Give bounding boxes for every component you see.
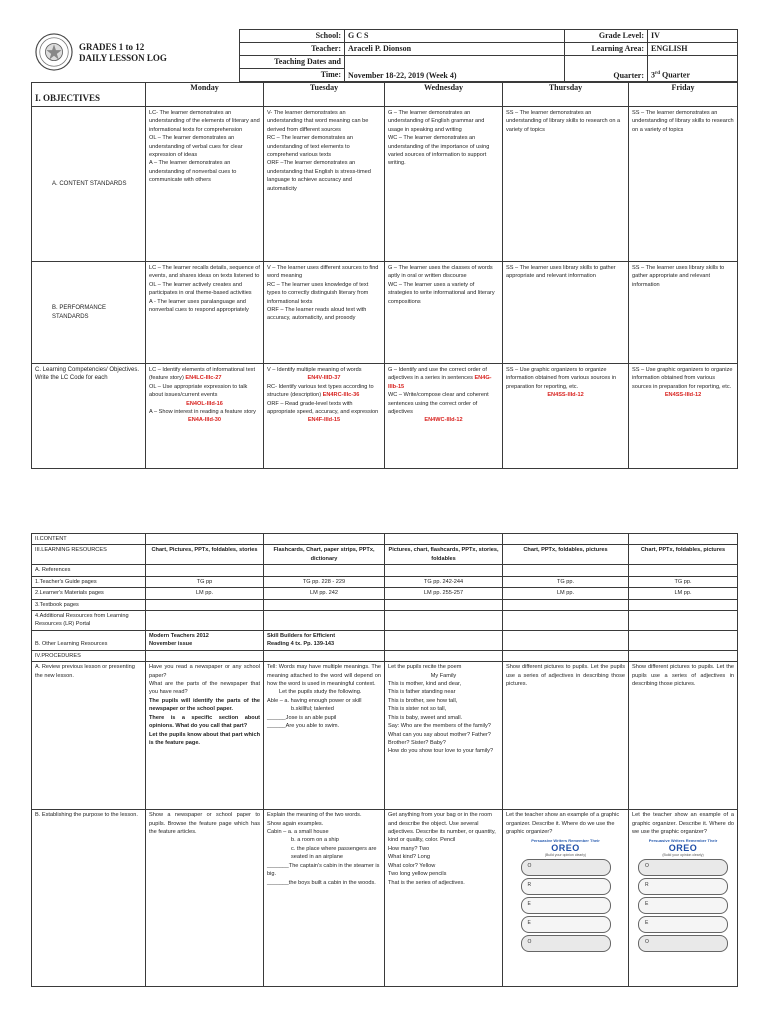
- other-resources-monday: Modern Teachers 2012 November issue: [146, 631, 264, 651]
- lm-wednesday: LM pp. 255-257: [385, 588, 503, 599]
- quarter-value: 3rd Quarter: [648, 56, 738, 82]
- oreo-layer: E: [638, 916, 728, 933]
- performance-standards-tuesday: V – The learner uses different sources to find word meaning RC – The learner uses knowledge of text types to correctly distinguish literary from informational texts ORF – The learner reads aloud text with accuracy, automaticity, and prosody: [264, 262, 385, 364]
- performance-standards-friday: SS – The learner uses library skills to gather appropriate and relevant information: [629, 262, 738, 364]
- grade-level-value: IV: [648, 30, 738, 43]
- competencies-wednesday: G – Identify and use the correct order of adjectives in a series in sentences EN4G-IIIb-15 WC – Write/compose clear and coherent sentences using the correct order of adjectives EN4WC-IIId-12: [385, 364, 503, 469]
- additional-resources-label: 4.Additional Resources from Learning Resources (LR) Portal: [32, 611, 146, 631]
- teachers-guide-label: 1.Teacher's Guide pages: [32, 576, 146, 587]
- time-label: Time:: [240, 69, 345, 82]
- lm-tuesday: LM pp. 242: [264, 588, 385, 599]
- learning-area-label: Learning Area:: [565, 43, 648, 56]
- learning-resources-label: III.LEARNING RESOURCES: [32, 545, 146, 565]
- day-wednesday: Wednesday: [385, 83, 503, 107]
- learners-materials-label: 2.Learner's Materials pages: [32, 588, 146, 599]
- tg-thursday: TG pp.: [503, 576, 629, 587]
- competencies-monday: LC – Identify elements of informational text (feature story) EN4LC-IIIc-27 OL – Use appropriate expression to talk about issues/current events EN4OL-IIId-16 A – Show interest in reading a feature story EN4A-IIId-30: [146, 364, 264, 469]
- references-label: A. References: [32, 565, 146, 576]
- oreo-graphic-organizer: [636, 838, 730, 952]
- learning-area-value: ENGLISH: [648, 43, 738, 56]
- resources-friday: Chart, PPTx, foldables, pictures: [629, 545, 738, 565]
- tg-friday: TG pp.: [629, 576, 738, 587]
- oreo-logo: OREO: [551, 843, 580, 854]
- other-resources-label: B. Other Learning Resources: [32, 631, 146, 651]
- oreo-subtitle: (Build your opinion clearly): [544, 853, 587, 858]
- oreo-title: Persuasive Writers Remember Their: [648, 838, 718, 844]
- procedures-label: IV.PROCEDURES: [32, 650, 146, 661]
- objectives-table: [31, 82, 738, 469]
- school-label: School:: [240, 30, 345, 43]
- other-resources-tuesday: Skill Builders for Efficient Reading 4 tx. Pp. 139-143: [264, 631, 385, 651]
- oreo-layer: O: [638, 935, 728, 952]
- purpose-monday: Show a newspaper or school paper to pupils. Browse the feature page which has the feature articles.: [146, 810, 264, 987]
- teaching-dates-value: November 18-22, 2019 (Week 4): [345, 56, 565, 82]
- tg-tuesday: TG pp. 228 - 229: [264, 576, 385, 587]
- content-standards-label: A. CONTENT STANDARDS: [32, 107, 146, 262]
- day-monday: Monday: [146, 83, 264, 107]
- purpose-wednesday: Get anything from your bag or in the room and describe the object. Use several adjectives. Describe its number, or quantity, kind or quality, color. Pencil How many? Two What kind? Long What color? Yellow Two long yellow pencils That is the series of adjectives.: [385, 810, 503, 987]
- oreo-layer: E: [521, 897, 611, 914]
- competencies-friday: SS – Use graphic organizers to organize information obtained from various sources in preparation for reporting, etc. EN4SS-IIId-12: [629, 364, 738, 469]
- purpose-friday: Let the teacher show an example of a graphic organizer. Describe it. Where do we use the graphic organizer? Persuasive Writers Remember Their OREO (Build your opinion clearly) O R E E O: [629, 810, 738, 987]
- review-label: A. Review previous lesson or presenting the new lesson.: [32, 662, 146, 810]
- oreo-layer: O: [638, 859, 728, 876]
- content-standards-wednesday: G – The learner demonstrates an understanding of English grammar and usage in speaking and writing WC – The learner demonstrates an understanding of the importance of using varied sources of information to support writing.: [385, 107, 503, 262]
- review-thursday: Show different pictures to pupils. Let the pupils use a series of adjectives in describing those pictures.: [503, 662, 629, 810]
- lc-code: EN4F-IIId-15: [307, 417, 341, 424]
- resources-tuesday: Flashcards, Chart, paper strips, PPTx, dictionary: [264, 545, 385, 565]
- lc-code: EN4V-IIID-37: [307, 375, 341, 382]
- day-friday: Friday: [629, 83, 738, 107]
- competencies-label: C. Learning Competencies/ Objectives. Write the LC Code for each: [32, 364, 146, 469]
- performance-standards-label: B. PERFORMANCE STANDARDS: [32, 262, 146, 364]
- lc-code: EN4RC-IIIc-36: [322, 392, 360, 399]
- content-standards-tuesday: V- The learner demonstrates an understanding that word meaning can be derived from different sources RC – The learner demonstrates an understanding of text elements to comprehend various texts ORF –The learner demonstrates an understanding that English is stress-timed language to achieve accuracy and automaticity: [264, 107, 385, 262]
- title-block: [79, 42, 167, 64]
- competencies-thursday: SS – Use graphic organizers to organize information obtained from various sources in preparation for reporting, etc. EN4SS-IIId-12: [503, 364, 629, 469]
- review-friday: Show different pictures to pupils. Let the pupils use a series of adjectives in describing those pictures.: [629, 662, 738, 810]
- resources-wednesday: Pictures, chart, flashcards, PPTx, stories, foldables: [385, 545, 503, 565]
- lc-code: EN4WC-IIId-12: [424, 417, 463, 424]
- oreo-subtitle: (Build your opinion clearly): [662, 853, 704, 858]
- competencies-tuesday: V – Identify multiple meaning of words EN4V-IIID-37 RC- Identify various text types according to structure (description) EN4RC-IIIc-36 ORF – Read grade-level texts with appropriate speed, accuracy, and expression EN4F-IIId-15: [264, 364, 385, 469]
- header-info-table: [239, 29, 738, 82]
- procedures-table: [31, 533, 738, 987]
- oreo-layer: E: [521, 916, 611, 933]
- day-tuesday: Tuesday: [264, 83, 385, 107]
- tg-monday: TG pp: [146, 576, 264, 587]
- performance-standards-thursday: SS – The learner uses library skills to gather appropriate and relevant information: [503, 262, 629, 364]
- objectives-heading: I. OBJECTIVES: [32, 83, 146, 107]
- performance-standards-wednesday: G – The learner uses the classes of words aptly in oral or written discourse WC – The learner uses a variety of strategies to write informational and literary compositions: [385, 262, 503, 364]
- lc-code: EN4OL-IIId-16: [186, 400, 223, 407]
- lc-code: EN4LC-IIIc-27: [185, 375, 222, 382]
- grade-level-label: Grade Level:: [565, 30, 648, 43]
- quarter-label: Quarter:: [565, 56, 648, 82]
- review-tuesday: Tell: Words may have multiple meanings. The meaning attached to the word will depend on how the word is used in meaningful context. Let the pupils study the following. Able – a. having enough power or skill b.skillful; talented ______Jose is an able pupil ______Are you able to swim.: [264, 662, 385, 810]
- oreo-layer: R: [638, 878, 728, 895]
- performance-standards-monday: LC – The learner recalls details, sequence of events, and shares ideas on texts listened to OL – The learner actively creates and participates in oral theme-based activities A - The learner uses paralanguage and nonverbal cues to respond appropriately: [146, 262, 264, 364]
- oreo-layer: E: [638, 897, 728, 914]
- oreo-layer: R: [521, 878, 611, 895]
- day-thursday: Thursday: [503, 83, 629, 107]
- lc-code: EN4SS-IIId-12: [547, 392, 584, 399]
- lc-code: EN4G-IIIb-15: [388, 375, 492, 390]
- review-monday: Have you read a newspaper or any school paper? What are the parts of the newspaper that you have read? The pupils will identify the parts of the newspaper or the school paper. There is a specific section about opinions. What do you call that part? Let the pupils know about that part which is the feature page.: [146, 662, 264, 810]
- title-grades: GRADES 1 to 12: [79, 42, 145, 52]
- oreo-graphic-organizer: [519, 838, 613, 952]
- lc-code: EN4A-IIId-30: [188, 417, 221, 424]
- oreo-title: Persuasive Writers Remember Their: [531, 838, 600, 844]
- header: [31, 29, 737, 79]
- title-daily-lesson-log: DAILY LESSON LOG: [79, 53, 167, 63]
- lm-monday: LM pp.: [146, 588, 264, 599]
- teacher-label: Teacher:: [240, 43, 345, 56]
- textbook-pages-label: 3.Textbook pages: [32, 599, 146, 610]
- oreo-layer: O: [521, 935, 611, 952]
- teaching-dates-label: Teaching Dates and: [240, 56, 345, 69]
- content-standards-thursday: SS – The learner demonstrates an understanding of library skills to research on a variety of topics: [503, 107, 629, 262]
- review-wednesday: Let the pupils recite the poem My Family This is mother, kind and dear, This is father standing near This is brother, see how tall, This is sister not so tall, This is baby, sweet and small. Say: Who are the members of the family? What can you say about mother? Father? Brother? Sister? Baby? How do you show tour love to your family?: [385, 662, 503, 810]
- school-value: G C S: [345, 30, 565, 43]
- lm-thursday: LM pp.: [503, 588, 629, 599]
- resources-monday: Chart, Pictures, PPTx, foldables, stories: [146, 545, 264, 565]
- teacher-value: Araceli P. Dionson: [345, 43, 565, 56]
- oreo-layer: O: [521, 859, 611, 876]
- deped-seal-icon: [35, 33, 73, 71]
- lc-code: EN4SS-IIId-12: [664, 392, 702, 399]
- purpose-label: B. Establishing the purpose to the lesson.: [32, 810, 146, 987]
- purpose-tuesday: Explain the meaning of the two words. Show again examples. Cabin – a. a small house b. a room on a ship c. the place where passengers are seated in an airplane _______The captain's cabin in the steamer is big. _______the boys built a cabin in the woods.: [264, 810, 385, 987]
- resources-thursday: Chart, PPTx, foldables, pictures: [503, 545, 629, 565]
- content-label: II.CONTENT: [32, 534, 146, 545]
- tg-wednesday: TG pp. 242-244: [385, 576, 503, 587]
- content-standards-monday: LC- The learner demonstrates an understanding of the elements of literary and informational texts for comprehension OL – The learner demonstrates an understanding of verbal cues for clear expression of ideas A – The learner demonstrates an understanding of nonverbal cues to communicate with others: [146, 107, 264, 262]
- lm-friday: LM pp.: [629, 588, 738, 599]
- oreo-logo: OREO: [668, 843, 698, 854]
- purpose-thursday: Let the teacher show an example of a graphic organizer. Describe it. Where do we use the graphic organizer? Persuasive Writers Remember Their OREO (Build your opinion clearly) O R E E O: [503, 810, 629, 987]
- content-standards-friday: SS – The learner demonstrates an understanding of library skills to research on a variety of topics: [629, 107, 738, 262]
